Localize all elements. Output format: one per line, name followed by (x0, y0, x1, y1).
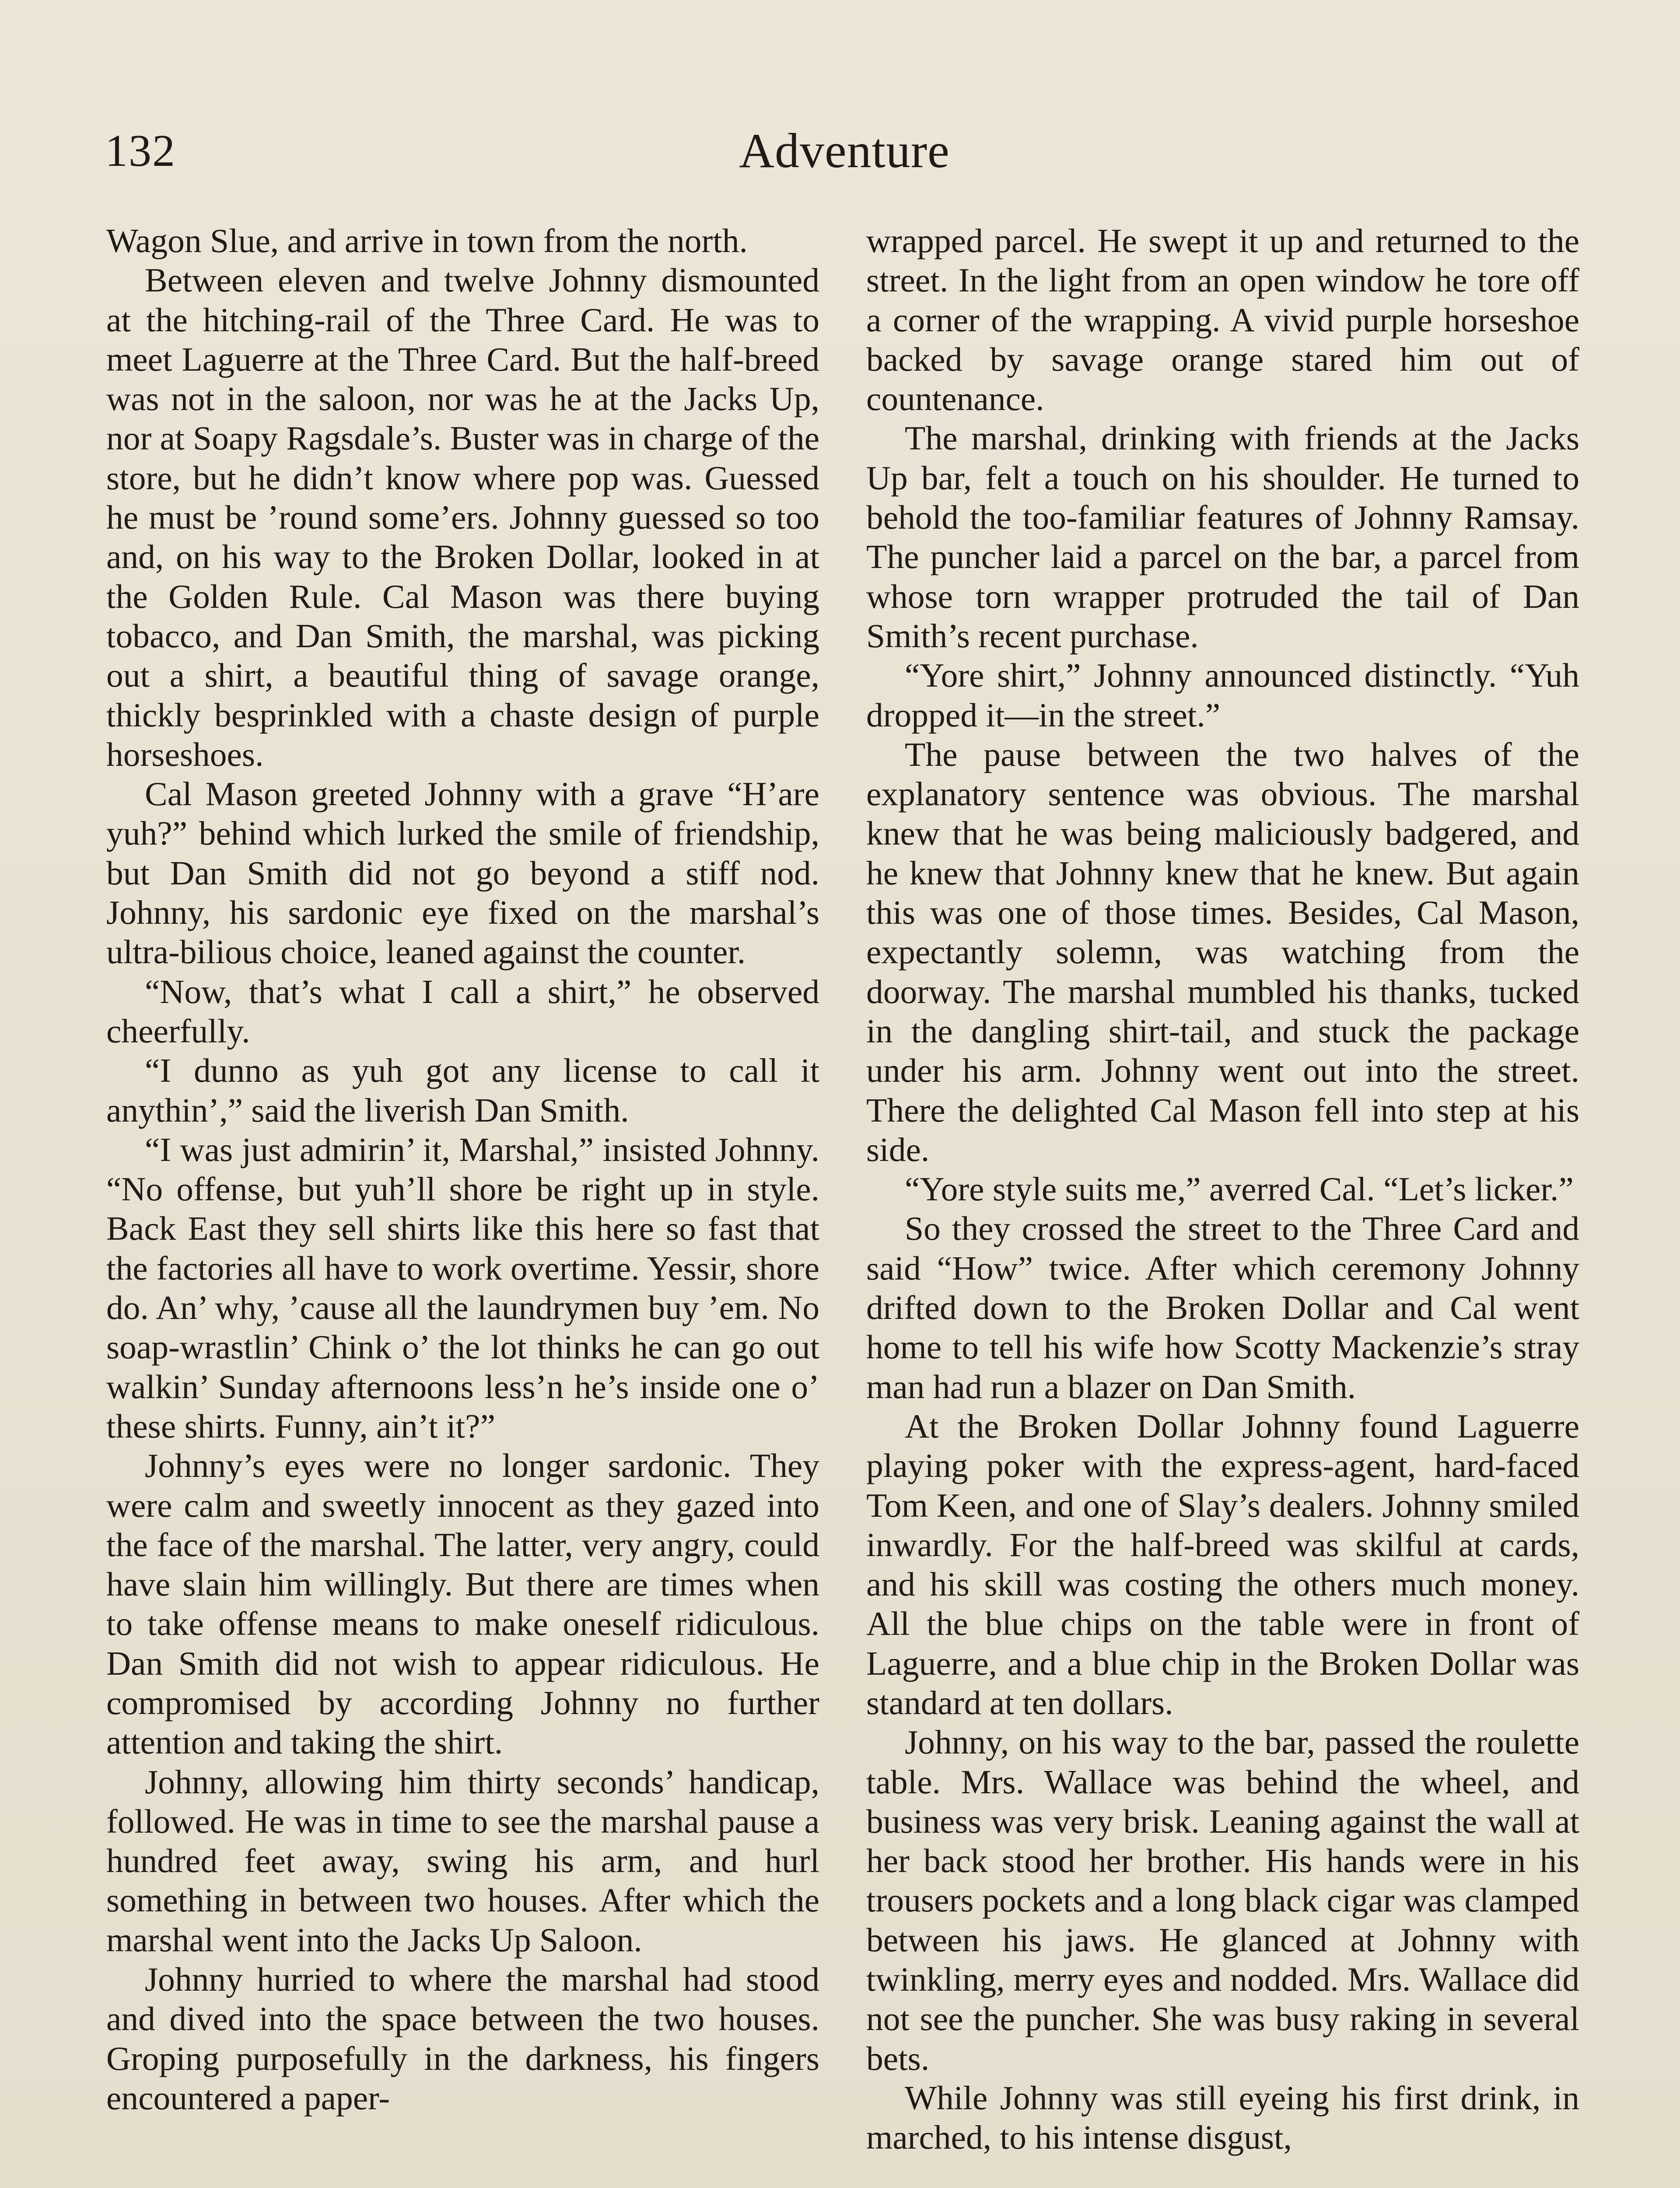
paragraph: Wagon Slue, and arrive in town from the north. (106, 222, 748, 259)
paragraph: “Now, that’s what I call a shirt,” he observed cheerfully. (106, 972, 819, 1050)
paragraph: “Yore shirt,” Johnny announced distinctly. “Yuh dropped it—in the street.” (866, 656, 1579, 734)
running-head-title: Adventure (739, 124, 950, 178)
paragraph: The pause between the two halves of the explanatory sentence was obvious. The marshal knew that he was being maliciously badgered, and he knew that Johnny knew that he knew. But again this was one of those times. Besides, Cal Mason, expectantly solemn, was watching from the doorway. The marshal mumbled his thanks, tucked in the dangling shirt-tail, and stuck the package under his arm. Johnny went out into the street. There the delighted Cal Mason fell into step at his side. (866, 735, 1579, 1168)
paragraph: “I was just admirin’ it, Marshal,” insisted Johnny. “No offense, but yuh’ll shore be right up in style. Back East they sell shirts like this here so fast that the factories all have to work overtime. Yessir, shore do. An’ why, ’cause all the laundrymen buy ’em. No soap-wrastlin’ Chink o’ the lot thinks he can go out walkin’ Sunday afternoons less’n he’s inside one o’ these shirts. Funny, ain’t it?” (106, 1130, 819, 1445)
paragraph: The marshal, drinking with friends at the Jacks Up bar, felt a touch on his shoulder. He turned to behold the too-familiar features of Johnny Ramsay. The puncher laid a parcel on the bar, a parcel from whose torn wrapper protruded the tail of Dan Smith’s recent purchase. (866, 419, 1579, 655)
paragraph: “Yore style suits me,” averred Cal. “Let’s licker.” (905, 1170, 1574, 1208)
paragraph: Between eleven and twelve Johnny dismounted at the hitching-rail of the Three Card. He was to meet Laguerre at the Three Card. But the half-breed was not in the saloon, nor was he at the Jacks Up, nor at Soapy Ragsdale’s. Buster was in charge of the store, but he didn’t know where pop was. Guessed he must be ’round some’ers. Johnny guessed so too and, on his way to the Broken Dollar, looked in at the Golden Rule. Cal Mason was there buying tobacco, and Dan Smith, the marshal, was picking out a shirt, a beautiful thing of savage orange, thickly besprinkled with a chaste design of purple horseshoes. (106, 261, 819, 773)
paragraph: Johnny, on his way to the bar, passed the roulette table. Mrs. Wallace was behind the wheel, and business was very brisk. Leaning against the wall at her back stood her brother. His hands were in his trousers pockets and a long black cigar was clamped between his jaws. He glanced at Johnny with twinkling, merry eyes and nodded. Mrs. Wallace did not see the puncher. She was busy raking in several bets. (866, 1723, 1579, 2077)
paragraph: wrapped parcel. He swept it up and returned to the street. In the light from an open window he tore off a corner of the wrapping. A vivid purple horseshoe backed by savage orange stared him out of countenance. (866, 222, 1579, 418)
paragraph: “I dunno as yuh got any license to call it anythin’,” said the liverish Dan Smith. (106, 1052, 819, 1129)
paragraph: While Johnny was still eyeing his first drink, in marched, to his intense disgust, (866, 2079, 1579, 2156)
paragraph: Johnny, allowing him thirty seconds’ handicap, followed. He was in time to see the marshal pause a hundred feet away, swing his arm, and hurl something in between two houses. After which the marshal went into the Jacks Up Saloon. (106, 1763, 819, 1959)
page-header (105, 118, 1584, 184)
paragraph: Cal Mason greeted Johnny with a grave “H’are yuh?” behind which lurked the smile of friendship, but Dan Smith did not go beyond a stiff nod. Johnny, his sardonic eye fixed on the marshal’s ultra-bilious choice, leaned against the counter. (106, 775, 819, 971)
paragraph: At the Broken Dollar Johnny found Laguerre playing poker with the express-agent, hard-faced Tom Keen, and one of Slay’s dealers. Johnny smiled inwardly. For the half-breed was skilful at cards, and his skill was costing the others much money. All the blue chips on the table were in front of Laguerre, and a blue chip in the Broken Dollar was standard at ten dollars. (866, 1407, 1579, 1722)
page-number: 132 (105, 126, 176, 176)
right-text-column (866, 221, 1579, 2157)
paragraph: So they crossed the street to the Three Card and said “How” twice. After which ceremony Johnny drifted down to the Broken Dollar and Cal went home to tell his wife how Scotty Mackenzie’s stray man had run a blazer on Dan Smith. (866, 1210, 1579, 1406)
paragraph: Johnny hurried to where the marshal had stood and dived into the space between the two houses. Groping purposefully in the darkness, his fingers encountered a paper- (106, 1960, 819, 2117)
left-text-column (106, 221, 819, 2118)
paragraph: Johnny’s eyes were no longer sardonic. They were calm and sweetly innocent as they gazed into the face of the marshal. The latter, very angry, could have slain him willingly. But there are times when to take offense means to make oneself ridiculous. Dan Smith did not wish to appear ridiculous. He compromised by according Johnny no further attention and taking the shirt. (106, 1447, 819, 1761)
